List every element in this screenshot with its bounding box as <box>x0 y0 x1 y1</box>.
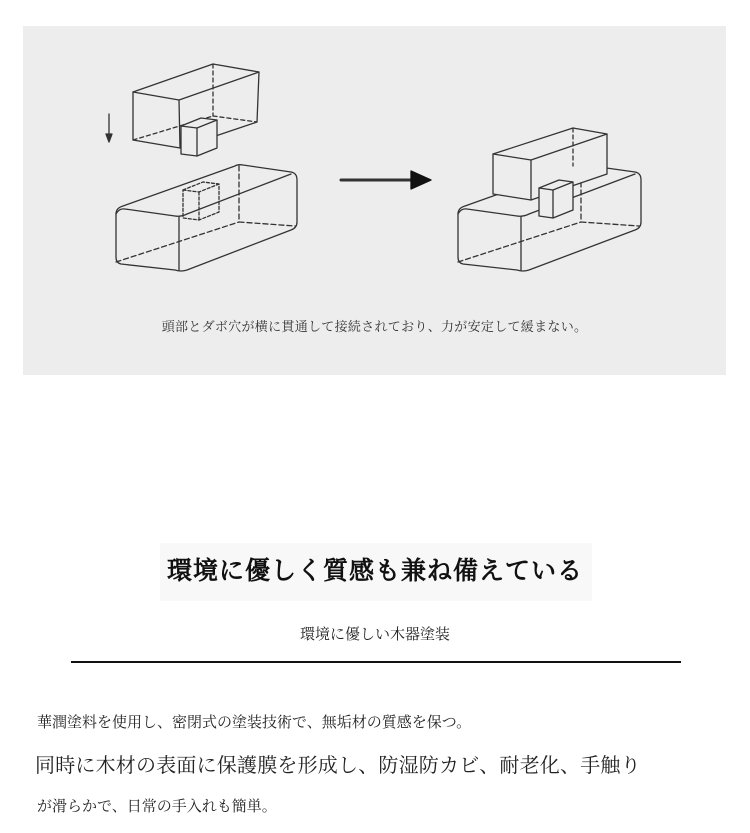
dowel-after <box>539 180 573 218</box>
body-text-line-1: 華潤塗料を使用し、密閉式の塗装技術で、無垢材の質感を保つ。 <box>37 713 472 731</box>
down-arrow-icon <box>106 114 112 142</box>
right-arrow-icon <box>341 171 431 189</box>
dowel-before <box>181 118 217 156</box>
body-text-line-3: が滑らかで、日常の手入れも簡単。 <box>37 797 277 815</box>
section-title: 環境に優しく質感も兼ね備えている <box>166 556 583 585</box>
divider <box>71 661 681 663</box>
joint-diagram-panel <box>23 26 726 375</box>
section-subtitle: 環境に優しい木器塗装 <box>299 625 450 643</box>
body-text-line-2: 同時に木材の表面に保護膜を形成し、防湿防カビ、耐老化、手触り <box>35 753 641 777</box>
beam-before <box>116 165 297 271</box>
diagram-caption: 頭部とダボ穴が横に貫通して接続されており、力が安定して緩まない。 <box>161 320 588 335</box>
